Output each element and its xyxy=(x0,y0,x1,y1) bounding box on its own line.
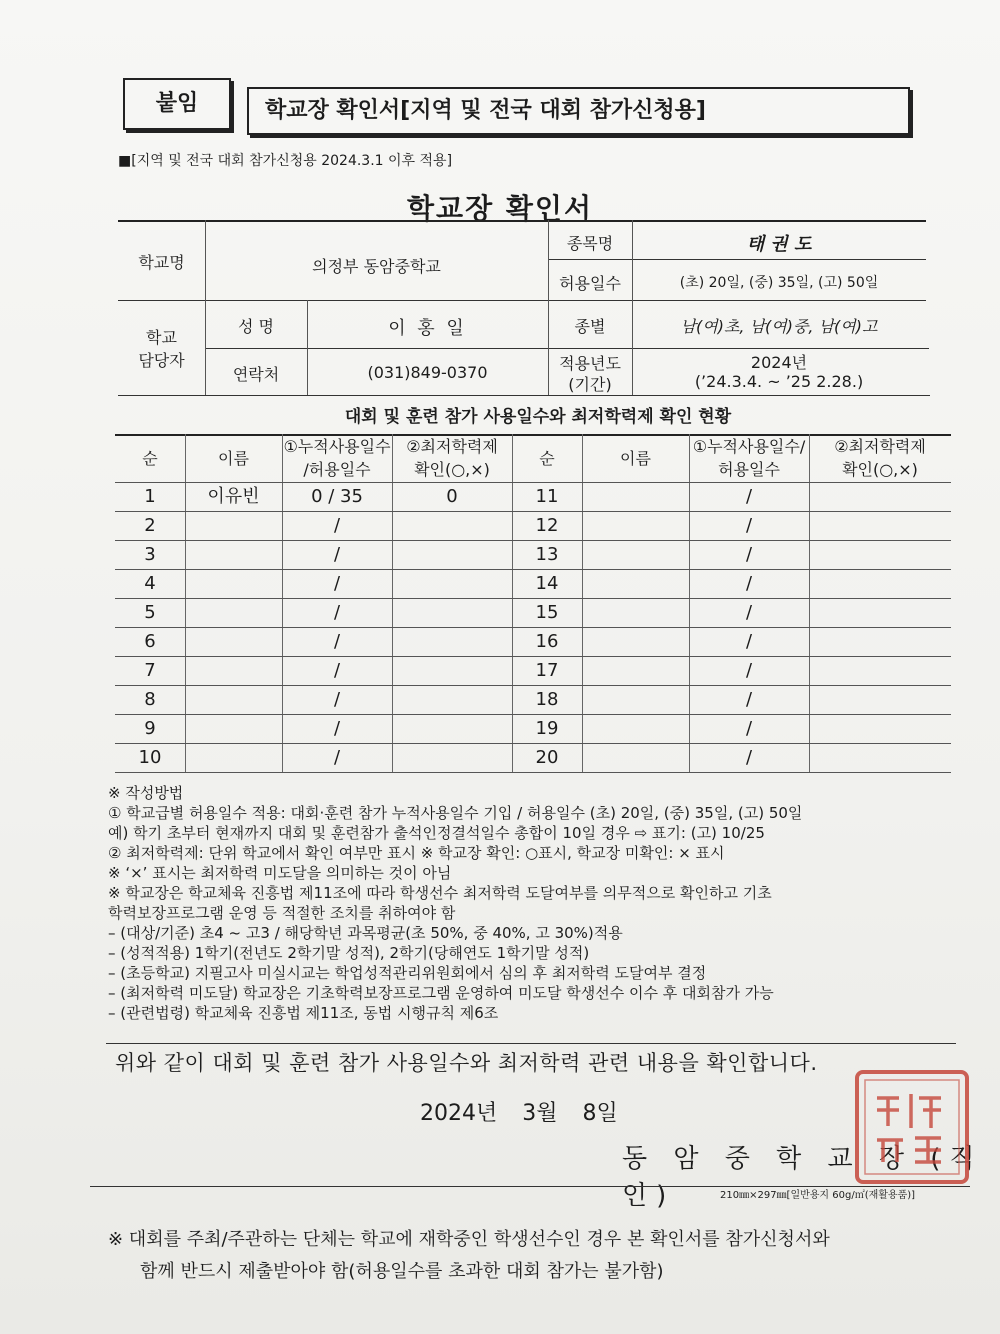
period-range: (’24.3.4. ~ ’25 2.28.) xyxy=(694,372,864,391)
table-row-divider xyxy=(115,656,951,657)
days-cell: / xyxy=(745,689,753,710)
period-year: 2024년 xyxy=(750,353,808,372)
days-cell: / xyxy=(333,544,341,565)
days-cell: / xyxy=(333,660,341,681)
principal-signature: 동 암 중 학 교 장 (직인) xyxy=(622,1144,984,1211)
info-row-divider xyxy=(548,259,926,260)
table-bottom-border xyxy=(115,772,951,773)
header-days-right-1: ①누적사용일수/ xyxy=(692,437,806,456)
days-cell: / xyxy=(745,515,753,536)
instruction-line: – (관련법령) 학교체육 진흥법 제11조, 동법 시행규칙 제6조 xyxy=(108,1004,499,1022)
days-cell: / xyxy=(333,747,341,768)
days-cell: / xyxy=(333,573,341,594)
instruction-line: ※ ‘×’ 표시는 최저학력 미도달을 의미하는 것이 아님 xyxy=(108,864,452,882)
header-days-left-2: /허용일수 xyxy=(303,460,371,479)
table-row-divider xyxy=(115,685,951,686)
info-row-divider xyxy=(205,348,929,349)
period-label-2: (기간) xyxy=(568,375,612,394)
row-number-cell: 11 xyxy=(535,486,559,507)
days-cell: / xyxy=(333,602,341,623)
row-number-cell: 10 xyxy=(138,747,162,768)
days-cell: / xyxy=(745,544,753,565)
instruction-line: ② 최저학력제: 단위 학교에서 확인 여부만 표시 ※ 학교장 확인: ○표시, 학교장 미확인: × 표시 xyxy=(108,844,725,862)
days-cell: / xyxy=(333,689,341,710)
status-section-title: 대회 및 훈련 참가 사용일수와 최저학력제 확인 현황 xyxy=(344,407,732,427)
instruction-line: 예) 학기 초부터 현재까지 대회 및 훈련참가 출석인정결석일수 총합이 10일 경우 ⇨ 표기: (고) 10/25 xyxy=(108,824,765,842)
row-number-cell: 5 xyxy=(144,602,156,623)
manager-label-2: 담당자 xyxy=(138,351,185,370)
row-number-cell: 16 xyxy=(535,631,559,652)
allowed-days-value: (초) 20일, (중) 35일, (고) 50일 xyxy=(679,275,879,291)
header-check-right-1: ②최저학력제 xyxy=(834,437,926,456)
table-row-divider xyxy=(115,743,951,744)
days-cell: / xyxy=(333,515,341,536)
days-cell: / xyxy=(333,631,341,652)
table-row-divider xyxy=(115,627,951,628)
row-number-cell: 6 xyxy=(144,631,156,652)
instructions xyxy=(108,783,968,1023)
days-cell: / xyxy=(745,631,753,652)
instruction-line: ※ 학교장은 학교체육 진흥법 제11조에 따라 학생선수 최저학력 도달여부를 의무적으로 확인하고 기초 xyxy=(108,884,772,902)
sport-label: 종목명 xyxy=(566,234,614,253)
status-table xyxy=(115,434,951,772)
contact-label: 연락처 xyxy=(232,365,280,384)
header-no-right: 순 xyxy=(539,449,555,468)
table-row-divider xyxy=(115,511,951,512)
row-number-cell: 19 xyxy=(535,718,559,739)
school-name-label: 학교명 xyxy=(138,253,185,272)
header-days-left-1: ①누적사용일수 xyxy=(283,437,391,456)
instruction-line: – (최저학력 미도달) 학교장은 기초학력보장프로그램 운영하여 미도달 학생선수 이수 후 대회참가 가능 xyxy=(108,984,774,1002)
form-title: 학교장 확인서[지역 및 전국 대회 참가신청용] xyxy=(247,87,910,135)
instruction-line: – (대상/기준) 초4 ~ 고3 / 해당학년 과목평균(초 50%, 중 40%, 고 30%)적용 xyxy=(108,924,623,942)
row-number-cell: 1 xyxy=(144,486,156,507)
footnote-line-1: ※ 대회를 주최/주관하는 단체는 학교에 재학중인 학생선수인 경우 본 확인서를 참가신청서와 xyxy=(108,1229,830,1250)
person-name-value: 이 홍 일 xyxy=(388,318,467,339)
period-label-1: 적용년도 xyxy=(559,354,621,373)
row-number-cell: 14 xyxy=(535,573,559,594)
table-row-divider xyxy=(115,540,951,541)
info-top-border xyxy=(118,220,926,222)
row-number-cell: 7 xyxy=(144,660,156,681)
row-number-cell: 3 xyxy=(144,544,156,565)
paper-spec: 210㎜×297㎜[일반용지 60g/㎡(재활용품)] xyxy=(720,1190,916,1201)
table-row-divider xyxy=(115,482,951,483)
days-cell: / xyxy=(745,573,753,594)
header-no-left: 순 xyxy=(142,449,158,468)
header-name-left: 이름 xyxy=(218,449,249,468)
document-title: 학교장 확인서 xyxy=(406,192,594,225)
row-number-cell: 20 xyxy=(535,747,559,768)
confirmation-statement: 위와 같이 대회 및 훈련 참가 사용일수와 최저학력 관련 내용을 확인합니다. xyxy=(115,1051,818,1075)
row-number-cell: 9 xyxy=(144,718,156,739)
row-number-cell: 13 xyxy=(535,544,559,565)
instruction-line: – (초등학교) 지필고사 미실시교는 학업성적관리위원회에서 심의 후 최저학력 도달여부 결정 xyxy=(108,964,707,982)
row-number-cell: 12 xyxy=(535,515,559,536)
table-col-divider xyxy=(809,434,810,772)
school-name-value: 의정부 동암중학교 xyxy=(312,257,441,276)
days-cell: / xyxy=(745,486,753,507)
instruction-line: – (성적적용) 1학기(전년도 2학기말 성적), 2학기(당해연도 1학기말 성적) xyxy=(108,944,590,962)
row-number-cell: 8 xyxy=(144,689,156,710)
attachment-tag: 붙임 xyxy=(123,78,231,130)
row-number-cell: 4 xyxy=(144,573,156,594)
info-row-divider xyxy=(118,300,926,301)
instruction-line: ① 학교급별 허용일수 적용: 대회·훈련 참가 누적사용일수 기입 / 허용일수 (초) 20일, (중) 35일, (고) 50일 xyxy=(108,804,803,822)
days-cell: / xyxy=(745,747,753,768)
header-check-right-2: 확인(○,×) xyxy=(842,460,918,479)
allowed-days-label: 허용일수 xyxy=(559,274,621,293)
row-number-cell: 18 xyxy=(535,689,559,710)
issue-date: 2024년 3월 8일 xyxy=(420,1101,618,1126)
info-bottom-border xyxy=(118,395,930,396)
header-check-left-1: ②최저학력제 xyxy=(406,437,498,456)
footnote-line-2: 함께 반드시 제출받아야 함(허용일수를 초과한 대회 참가는 불가함) xyxy=(140,1261,664,1282)
footnote xyxy=(108,1224,830,1288)
row-number-cell: 2 xyxy=(144,515,156,536)
table-row-divider xyxy=(115,598,951,599)
manager-label-1: 학교 xyxy=(146,328,177,347)
academic-check-cell: 0 xyxy=(446,486,458,507)
days-cell: / xyxy=(745,660,753,681)
sport-value: 태 권 도 xyxy=(746,234,812,255)
table-col-divider xyxy=(582,434,583,772)
contact-value: (031)849-0370 xyxy=(367,363,488,382)
gender-value: 남(여)초, 남(여)중, 남(여)고 xyxy=(680,317,878,336)
header-days-right-2: 허용일수 xyxy=(718,460,780,479)
instructions-heading: ※ 작성방법 xyxy=(108,784,184,802)
days-cell: / xyxy=(745,602,753,623)
days-cell: / xyxy=(333,718,341,739)
header-check-left-2: 확인(○,×) xyxy=(414,460,490,479)
gender-label: 종별 xyxy=(574,317,606,336)
confirm-divider xyxy=(106,1043,956,1044)
days-cell: / xyxy=(745,718,753,739)
days-cell: 0 / 35 xyxy=(311,486,363,507)
applicability-note: ■[지역 및 전국 대회 참가신청용 2024.3.1 이후 적용] xyxy=(118,153,453,169)
header-name-right: 이름 xyxy=(620,449,651,468)
student-name-cell: 이유빈 xyxy=(207,486,260,507)
row-number-cell: 17 xyxy=(535,660,559,681)
table-row-divider xyxy=(115,569,951,570)
table-row-divider xyxy=(115,714,951,715)
official-seal-stamp xyxy=(853,1068,971,1186)
row-number-cell: 15 xyxy=(535,602,559,623)
person-name-label: 성 명 xyxy=(238,317,274,336)
instruction-line: 학력보장프로그램 운영 등 적절한 조치를 취하여야 함 xyxy=(108,904,456,922)
